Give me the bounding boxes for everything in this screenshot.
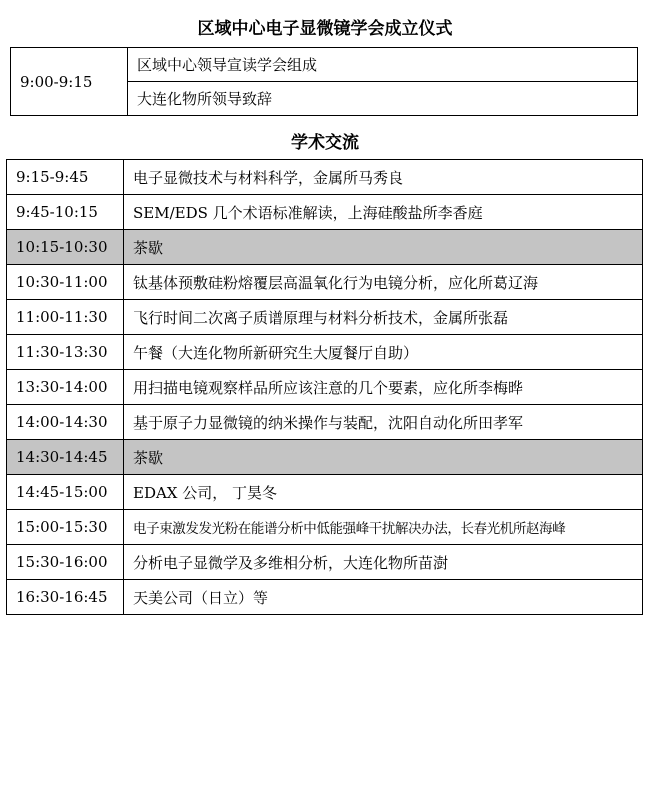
table-row	[7, 160, 643, 195]
session-topic: 基于原子力显微镜的纳米操作与装配，沈阳自动化所田孝军	[124, 405, 643, 440]
table-row	[7, 370, 643, 405]
ceremony-row	[11, 48, 638, 82]
session-time: 15:00-15:30	[7, 510, 124, 545]
session-time: 15:30-16:00	[7, 545, 124, 580]
schedule-table	[6, 159, 643, 615]
table-row	[7, 405, 643, 440]
session-topic: 茶歇	[124, 440, 643, 475]
session-time: 9:15-9:45	[7, 160, 124, 195]
session-topic: 钛基体预敷硅粉熔覆层高温氧化行为电镜分析，应化所葛辽海	[124, 265, 643, 300]
session-topic: SEM/EDS 几个术语标准解读，上海硅酸盐所李香庭	[124, 195, 643, 230]
session-time: 14:45-15:00	[7, 475, 124, 510]
ceremony-title: 区域中心电子显微镜学会成立仪式	[197, 19, 453, 39]
session-topic: 茶歇	[124, 230, 643, 265]
session-time: 11:00-11:30	[7, 300, 124, 335]
table-row	[7, 545, 643, 580]
academic-title: 学术交流	[291, 133, 359, 153]
session-time: 10:30-11:00	[7, 265, 124, 300]
table-row	[7, 195, 643, 230]
session-topic: 用扫描电镜观察样品所应该注意的几个要素，应化所李梅晔	[124, 370, 643, 405]
session-time: 11:30-13:30	[7, 335, 124, 370]
tea-break-row	[7, 440, 643, 475]
session-time: 10:15-10:30	[7, 230, 124, 265]
table-row	[7, 265, 643, 300]
session-topic: 分析电子显微学及多维相分析，大连化物所苗澍	[124, 545, 643, 580]
session-time: 14:30-14:45	[7, 440, 124, 475]
session-topic: 午餐（大连化物所新研究生大厦餐厅自助）	[124, 335, 643, 370]
table-row	[7, 300, 643, 335]
ceremony-time: 9:00-9:15	[11, 48, 128, 116]
session-time: 16:30-16:45	[7, 580, 124, 615]
session-time: 13:30-14:00	[7, 370, 124, 405]
session-topic: EDAX 公司， 丁昊冬	[124, 475, 643, 510]
ceremony-table	[10, 47, 638, 116]
ceremony-item: 区域中心领导宣读学会组成	[128, 48, 638, 82]
session-time: 9:45-10:15	[7, 195, 124, 230]
session-topic: 电子显微技术与材料科学，金属所马秀良	[124, 160, 643, 195]
table-row	[7, 475, 643, 510]
table-row	[7, 335, 643, 370]
table-row	[7, 580, 643, 615]
table-row	[7, 510, 643, 545]
ceremony-item: 大连化物所领导致辞	[128, 82, 638, 116]
session-topic: 飞行时间二次离子质谱原理与材料分析技术，金属所张磊	[124, 300, 643, 335]
tea-break-row	[7, 230, 643, 265]
session-time: 14:00-14:30	[7, 405, 124, 440]
session-topic: 天美公司（日立）等	[124, 580, 643, 615]
session-topic: 电子束激发发光粉在能谱分析中低能强峰干扰解决办法，长春光机所赵海峰	[124, 510, 643, 545]
